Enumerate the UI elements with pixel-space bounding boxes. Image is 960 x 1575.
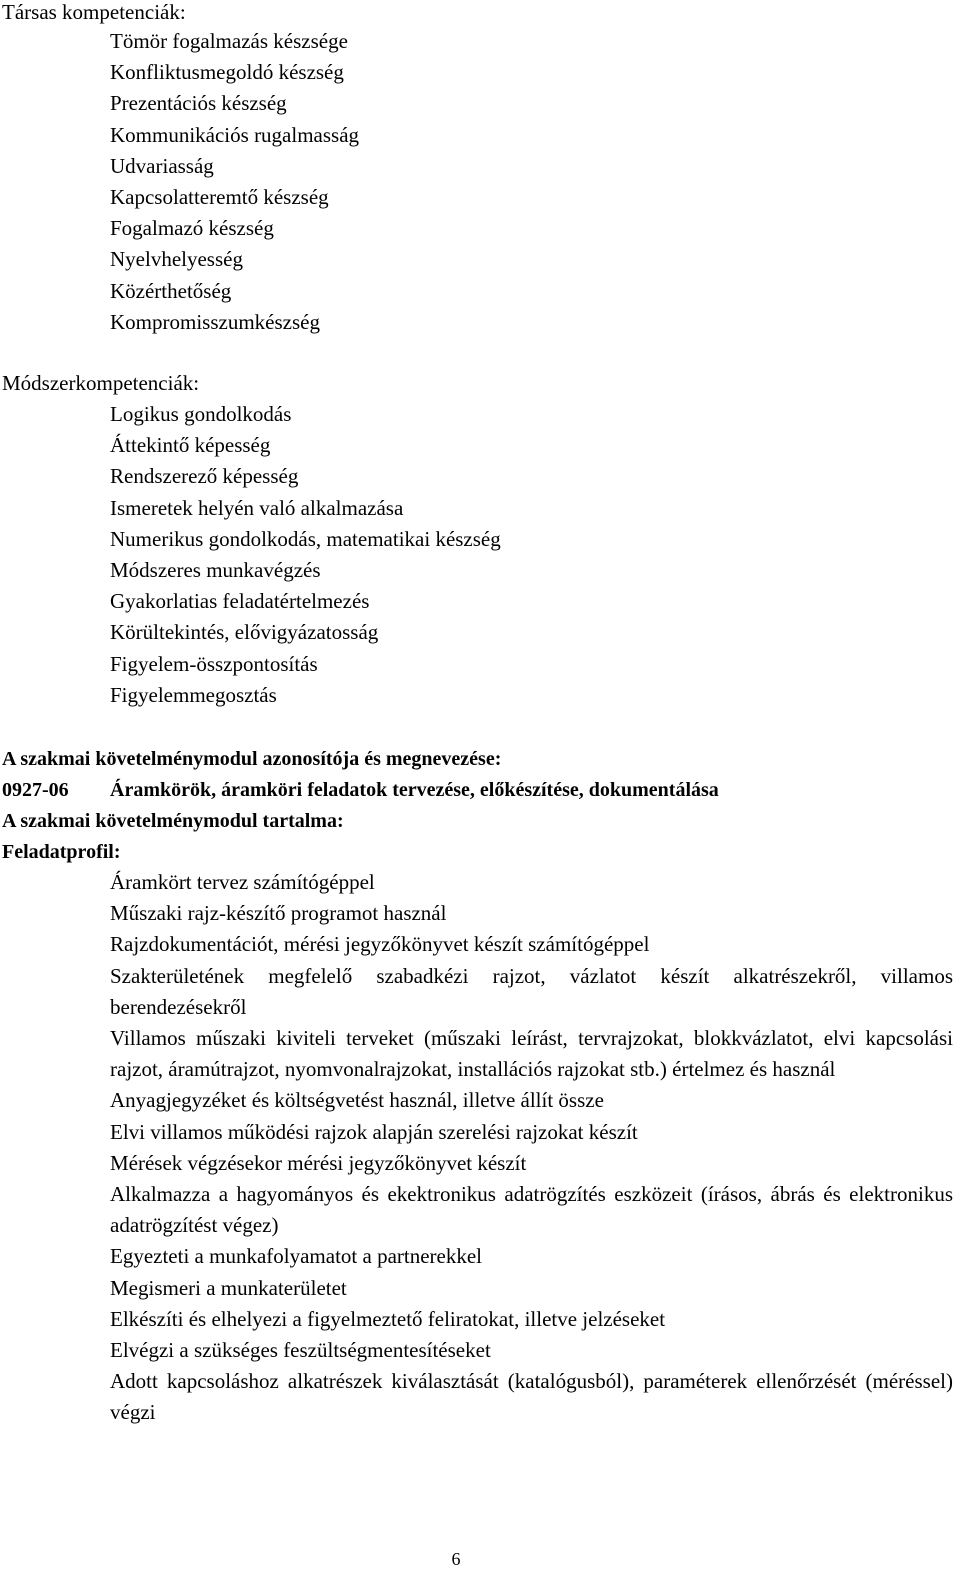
social-competencies-list	[110, 29, 359, 341]
page-number: 6	[451, 1549, 461, 1569]
task-item: Rajzdokumentációt, mérési jegyzőkönyvet készít számítógéppel	[110, 932, 650, 957]
module-name: Áramkörök, áramköri feladatok tervezése, előkészítése, dokumentálása	[110, 779, 719, 801]
task-item: Elvégzi a szükséges feszültségmentesítéseket	[110, 1338, 491, 1363]
list-item: Kommunikációs rugalmasság	[110, 122, 360, 147]
list-item: Ismeretek helyén való alkalmazása	[110, 495, 404, 520]
module-content-heading: A szakmai követelménymodul tartalma:	[2, 810, 344, 832]
list-item: Módszeres munkavégzés	[110, 557, 321, 582]
task-list	[110, 867, 953, 1429]
task-item: Adott kapcsoláshoz alkatrészek kiválasztását (katalógusból), paraméterek ellenőrzését (méréssel) végzi	[110, 1369, 953, 1425]
module-title-line	[2, 778, 719, 802]
list-item: Rendszerező képesség	[110, 464, 299, 489]
list-item: Prezentációs készség	[110, 91, 287, 116]
task-item: Műszaki rajz-készítő programot használ	[110, 901, 447, 926]
task-item: Mérések végzésekor mérési jegyzőkönyvet készít	[110, 1150, 527, 1175]
task-profile-heading: Feladatprofil:	[2, 841, 121, 863]
list-item: Fogalmazó készség	[110, 216, 274, 241]
social-competencies-heading: Társas kompetenciák:	[2, 0, 186, 24]
list-item: Gyakorlatias feladatértelmezés	[110, 589, 370, 614]
list-item: Közérthetőség	[110, 278, 232, 303]
task-item: Villamos műszaki kiviteli terveket (műszaki leírást, tervrajzokat, blokkvázlatot, elvi kapcsolási rajzot, áramútrajzot, nyomvonalrajzokat, installációs rajzokat stb.) értelmez és használ	[110, 1026, 953, 1082]
list-item: Kompromisszumkészség	[110, 309, 320, 334]
list-item: Áttekintő képesség	[110, 433, 271, 458]
list-item: Tömör fogalmazás készsége	[110, 29, 348, 53]
list-item: Körültekintés, elővigyázatosság	[110, 620, 379, 645]
task-item: Egyezteti a munkafolyamatot a partnerekkel	[110, 1244, 483, 1269]
task-item: Megismeri a munkaterületet	[110, 1275, 347, 1300]
list-item: Kapcsolatteremtő készség	[110, 184, 329, 209]
list-item: Konfliktusmegoldó készség	[110, 60, 344, 85]
task-item: Anyagjegyzéket és költségvetést használ, illetve állít össze	[110, 1088, 604, 1113]
list-item: Numerikus gondolkodás, matematikai készség	[110, 526, 501, 551]
list-item: Figyelem-összpontosítás	[110, 651, 318, 676]
module-id-heading: A szakmai követelménymodul azonosítója és megnevezése:	[2, 748, 502, 770]
list-item: Nyelvhelyesség	[110, 247, 243, 272]
method-competencies-heading: Módszerkompetenciák:	[2, 371, 200, 395]
task-item: Áramkört tervez számítógéppel	[110, 870, 375, 894]
list-item: Figyelemmegosztás	[110, 682, 277, 707]
list-item: Logikus gondolkodás	[110, 402, 292, 426]
task-item: Szakterületének megfelelő szabadkézi rajzot, vázlatot készít alkatrészekről, villamos berendezésekről	[110, 963, 953, 1019]
module-code: 0927-06	[2, 779, 69, 801]
task-item: Elkészíti és elhelyezi a figyelmeztető feliratokat, illetve jelzéseket	[110, 1306, 666, 1331]
task-item: Elvi villamos működési rajzok alapján szerelési rajzokat készít	[110, 1119, 638, 1144]
method-competencies-list	[110, 402, 501, 714]
list-item: Udvariasság	[110, 153, 214, 178]
task-item: Alkalmazza a hagyományos és ekektronikus adatrögzítés eszközeit (írásos, ábrás és elektronikus adatrögzítést végez)	[110, 1182, 953, 1238]
